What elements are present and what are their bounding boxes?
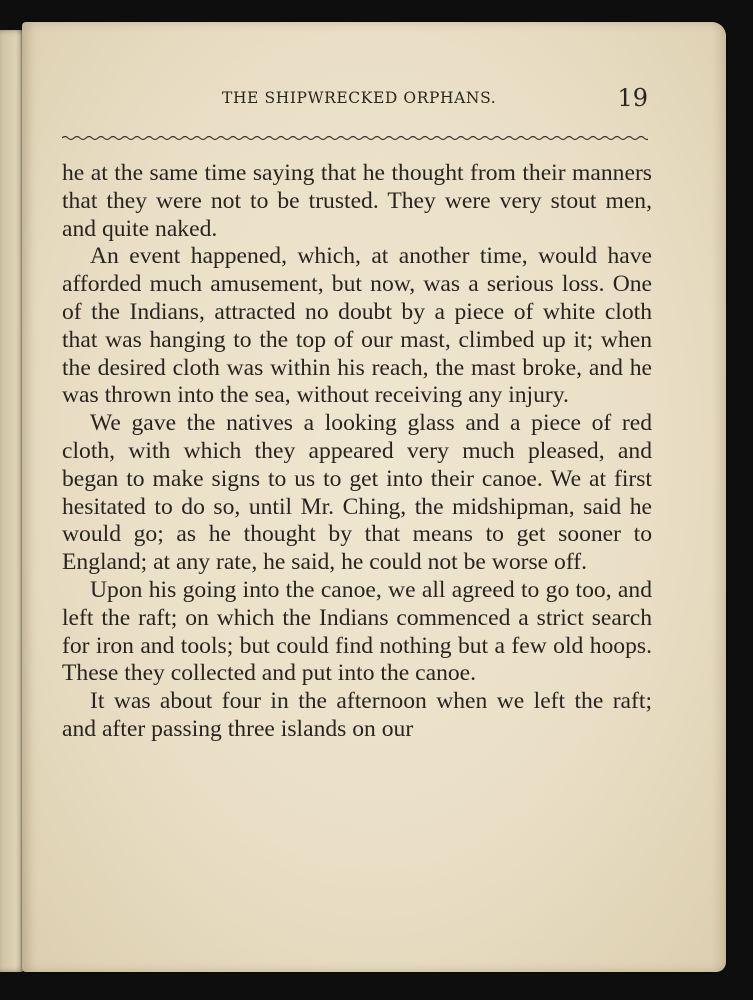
running-head [62,86,650,126]
wavy-rule [62,134,648,142]
paragraph-4: Upon his going into the canoe, we all agreed to go too, and left the raft; on which the Indians commenced a strict search for iron and tools; but could find nothing but a few old hoops. These they collected and put into the canoe. [62,576,652,687]
paragraph-3: We gave the natives a looking glass and a piece of red cloth, with which they appeared very much pleased, and began to make signs to us to get into their canoe. We at first hesitated to do so, until Mr. Ching, the midshipman, said he would go; as he thought by that means to get sooner to England; at any rate, he said, he could not be worse off. [62,410,652,576]
paragraph-2: An event happened, which, at another time, would have afforded much amusement, but now, was a serious loss. One of the Indians, attracted no doubt by a piece of white cloth that was hanging to the top of our mast, climbed up it; when the desired cloth was within his reach, the mast broke, and he was thrown into the sea, without receiving any injury. [62,243,652,409]
paragraph-5: It was about four in the afternoon when we left the raft; and after passing three islands on our [62,688,652,742]
body-text [62,160,652,744]
page-number: 19 [617,84,648,112]
book-page [22,22,726,972]
running-head-title: THE SHIPWRECKED ORPHANS. [222,89,497,107]
paragraph-1: he at the same time saying that he thought from their manners that they were not to be trusted. They were very stout men, and quite naked. [62,160,652,242]
